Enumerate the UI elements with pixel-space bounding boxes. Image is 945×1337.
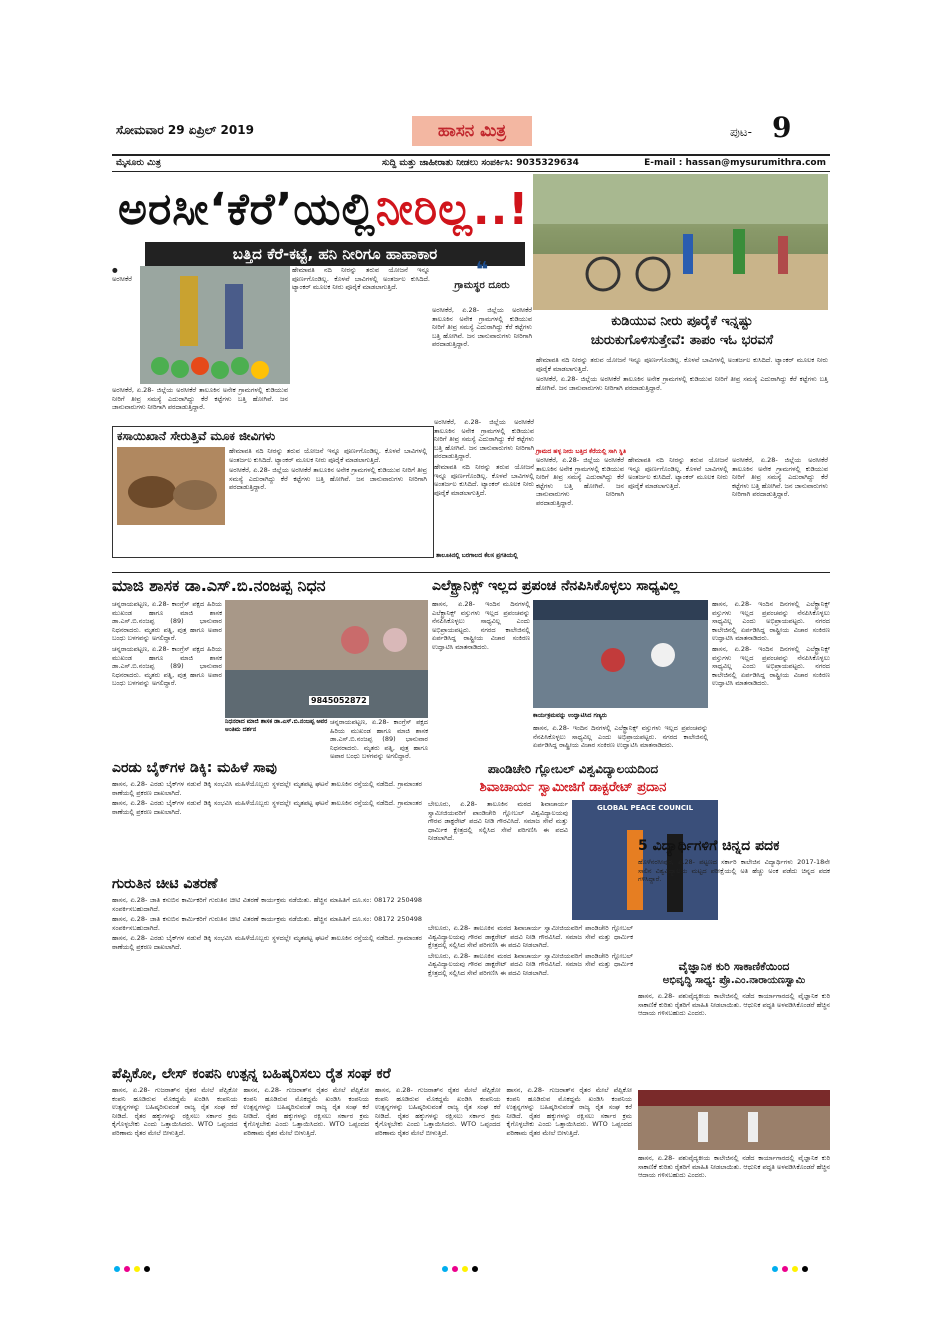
- electronics-text-2: ಹಾಸನ, ಏ.28- ಇಂದಿನ ದಿನಗಳಲ್ಲಿ ಎಲೆಕ್ಟ್ರಾನಿಕ್ಸ್ ವಸ್ತುಗಳು ಇಲ್ಲದ ಪ್ರಪಂಚವನ್ನು ನೆನಪಿಸಿಕೊಳ್ಳಲು ಸಾಧ್ಯವಿಲ್ಲ ಎಂದು ಅಭಿಪ್ರಾಯಪಟ್ಟರು. ನಗರದ ಕಾಲೇಜಿನಲ್ಲಿ ಏರ್ಪಡಿಸಿದ್ದ ರಾಷ್ಟ್ರೀಯ ವಿಚಾರ ಸಂಕಿರಣ ಉದ್ಘಾಟಿಸಿ ಮಾತನಾಡಿದರು.: [533, 724, 708, 750]
- villagers-illustration: [533, 174, 828, 310]
- mid-col-text: [434, 418, 534, 548]
- right-lead-text2: ಅರಸೀಕೆರೆ, ಏ.28- ಜಿಲ್ಲೆಯ ಅರಸೀಕೆರೆ ತಾಲೂಕಿನ ಅನೇಕ ಗ್ರಾಮಗಳಲ್ಲಿ ಕುಡಿಯುವ ನೀರಿಗೆ ತೀವ್ರ ಸಮಸ್ಯೆ ಎದುರಾಗಿದ್ದು ಕೆರೆ ಕಟ್ಟೆಗಳು ಬತ್ತಿ ಹೋಗಿವೆ. ಜನ ಜಾನುವಾರುಗಳು ನೀರಿಗಾಗಿ ಪರದಾಡುತ್ತಿದ್ದಾರೆ.: [536, 375, 828, 392]
- pepsi-text-2: ಹಾಸನ, ಏ.28- ಗುಜರಾತ್‌ನ ರೈತರ ಮೇಲೆ ಪೆಪ್ಸಿಕೋ ಕಂಪನಿ ಹೂಡಿರುವ ಮೊಕದ್ದಮೆ ಖಂಡಿಸಿ ಕಂಪನಿಯ ಉತ್ಪನ್ನಗಳನ್ನು ಬಹಿಷ್ಕರಿಸುವಂತೆ ರಾಜ್ಯ ರೈತ ಸಂಘ ಕರೆ ನೀಡಿದೆ. ರೈತರ ಹಕ್ಕುಗಳನ್ನು ರಕ್ಷಿಸಲು ಸರ್ಕಾರ ಕ್ರಮ ಕೈಗೊಳ್ಳಬೇಕು ಎಂದು ಒತ್ತಾಯಿಸಿದರು. WTO ಒಪ್ಪಂದದ ಪರಿಣಾಮ ರೈತರ ಮೇಲೆ ಬೀಳುತ್ತಿದೆ.: [243, 1086, 369, 1137]
- lead-body-col2: [292, 266, 430, 384]
- pondy-text-3: ಬೇಲೂರು, ಏ.28- ತಾಲೂಕಿನ ಮಠದ ಶಿವಾಚಾರ್ಯ ಸ್ವಾಮೀಜಿಯವರಿಗೆ ಪಾಂಡಿಚೇರಿ ಗ್ಲೋಬಲ್ ವಿಶ್ವವಿದ್ಯಾಲಯವು ಗೌರವ ಡಾಕ್ಟರೇಟ್ ಪದವಿ ನೀಡಿ ಗೌರವಿಸಿದೆ. ಸಮಾಜ ಸೇವೆ ಮತ್ತು ಧಾರ್ಮಿಕ ಕ್ಷೇತ್ರದಲ್ಲಿ ಸಲ್ಲಿಸಿದ ಸೇವೆ ಪರಿಗಣಿಸಿ ಈ ಪದವಿ ನೀಡಲಾಗಿದೆ.: [428, 951, 633, 977]
- quote-body: [432, 306, 532, 384]
- obit-text: ಚನ್ನರಾಯಪಟ್ಟಣ, ಏ.28- ಕಾಂಗ್ರೆಸ್ ಪಕ್ಷದ ಹಿರಿಯ ಮುಖಂಡ ಹಾಗೂ ಮಾಜಿ ಶಾಸಕ ಡಾ.ಎಸ್.ಬಿ.ನಂಜಪ್ಪ (89) ಭಾನುವಾರ ನಿಧನರಾದರು. ಮೃತರು ಪತ್ನಿ, ಪುತ್ರ ಹಾಗೂ ಅಪಾರ ಬಂಧು ಬಳಗವನ್ನು ಅಗಲಿದ್ದಾರೆ.: [112, 600, 222, 643]
- phone-sign: 9845052872: [311, 696, 367, 705]
- electronics-text: ಹಾಸನ, ಏ.28- ಇಂದಿನ ದಿನಗಳಲ್ಲಿ ಎಲೆಕ್ಟ್ರಾನಿಕ್ಸ್ ವಸ್ತುಗಳು ಇಲ್ಲದ ಪ್ರಪಂಚವನ್ನು ನೆನಪಿಸಿಕೊಳ್ಳಲು ಸಾಧ್ಯವಿಲ್ಲ ಎಂದು ಅಭಿಪ್ರಾಯಪಟ್ಟರು. ನಗರದ ಕಾಲೇಜಿನಲ್ಲಿ ಏರ್ಪಡಿಸಿದ್ದ ರಾಷ್ಟ್ರೀಯ ವಿಚಾರ ಸಂಕಿರಣ ಉದ್ಘಾಟಿಸಿ ಮಾತನಾಡಿದರು.: [432, 600, 530, 651]
- gold-headline: 5 ವಿದ್ಯಾರ್ಥಿಗಳಿಗೆ ಚಿನ್ನದ ಪದಕ: [638, 838, 780, 854]
- gold-text: ಹೊಳೆನರಸೀಪುರ, ಏ.28- ಪಟ್ಟಣದ ಸರ್ಕಾರಿ ಕಾಲೇಜಿನ ವಿದ್ಯಾರ್ಥಿಗಳು 2017-18ನೇ ಸಾಲಿನ ವಿಶ್ವವಿದ್ಯಾಲಯ ಮಟ್ಟದ ಪರೀಕ್ಷೆಯಲ್ಲಿ ಅತಿ ಹೆಚ್ಚು ಅಂಕ ಪಡೆದು ಚಿನ್ನದ ಪದಕ ಗಳಿಸಿದ್ದಾರೆ.: [638, 858, 830, 884]
- cattle-text2: ಅರಸೀಕೆರೆ, ಏ.28- ಜಿಲ್ಲೆಯ ಅರಸೀಕೆರೆ ತಾಲೂಕಿನ ಅನೇಕ ಗ್ರಾಮಗಳಲ್ಲಿ ಕುಡಿಯುವ ನೀರಿಗೆ ತೀವ್ರ ಸಮಸ್ಯೆ ಎದುರಾಗಿದ್ದು ಕೆರೆ ಕಟ್ಟೆಗಳು ಬತ್ತಿ ಹೋಗಿವೆ. ಜನ ಜಾನುವಾರುಗಳು ನೀರಿಗಾಗಿ ಪರದಾಡುತ್ತಿದ್ದಾರೆ.: [229, 466, 427, 492]
- id-headline: ಗುರುತಿನ ಚೀಟಿ ವಿತರಣೆ: [112, 876, 218, 892]
- pondy-text: ಬೇಲೂರು, ಏ.28- ತಾಲೂಕಿನ ಮಠದ ಶಿವಾಚಾರ್ಯ ಸ್ವಾಮೀಜಿಯವರಿಗೆ ಪಾಂಡಿಚೇರಿ ಗ್ಲೋಬಲ್ ವಿಶ್ವವಿದ್ಯಾಲಯವು ಗೌರವ ಡಾಕ್ಟರೇಟ್ ಪದವಿ ನೀಡಿ ಗೌರವಿಸಿದೆ. ಸಮಾಜ ಸೇವೆ ಮತ್ತು ಧಾರ್ಮಿಕ ಕ್ಷೇತ್ರದಲ್ಲಿ ಸಲ್ಲಿಸಿದ ಸೇವೆ ಪರಿಗಣಿಸಿ ಈ ಪದವಿ ನೀಡಲಾಗಿದೆ.: [428, 800, 568, 843]
- pepsi-headline: ಪೆಪ್ಸಿಕೋ, ಲೇಸ್ ಕಂಪನಿ ಉತ್ಪನ್ನ ಬಹಿಷ್ಕರಿಸಲು ರೈತ ಸಂಘ ಕರೆ: [112, 1066, 391, 1082]
- lead-body1: ಅರಸೀಕೆರೆ, ಏ.28- ಜಿಲ್ಲೆಯ ಅರಸೀಕೆರೆ ತಾಲೂಕಿನ ಅನೇಕ ಗ್ರಾಮಗಳಲ್ಲಿ ಕುಡಿಯುವ ನೀರಿಗೆ ತೀವ್ರ ಸಮಸ್ಯೆ ಎದುರಾಗಿದ್ದು ಕೆರೆ ಕಟ್ಟೆಗಳು ಬತ್ತಿ ಹೋಗಿವೆ. ಜನ ಜಾನುವಾರುಗಳು ನೀರಿಗಾಗಿ ಪರದಾಡುತ್ತಿದ್ದಾರೆ.: [112, 386, 288, 412]
- sci-headline-1: ವೈಜ್ಞಾನಿಕ ಕುರಿ ಸಾಕಾಣಿಕೆಯಿಂದ: [678, 960, 790, 973]
- right-col-a-text: ಅರಸೀಕೆರೆ, ಏ.28- ಜಿಲ್ಲೆಯ ಅರಸೀಕೆರೆ ತಾಲೂಕಿನ ಅನೇಕ ಗ್ರಾಮಗಳಲ್ಲಿ ಕುಡಿಯುವ ನೀರಿಗೆ ತೀವ್ರ ಸಮಸ್ಯೆ ಎದುರಾಗಿದ್ದು ಕೆರೆ ಕಟ್ಟೆಗಳು ಬತ್ತಿ ಹೋಗಿವೆ. ಜನ ಜಾನುವಾರುಗಳು ನೀರಿಗಾಗಿ ಪರದಾಡುತ್ತಿದ್ದಾರೆ.: [536, 456, 624, 507]
- obit-text-right: ಚನ್ನರಾಯಪಟ್ಟಣ, ಏ.28- ಕಾಂಗ್ರೆಸ್ ಪಕ್ಷದ ಹಿರಿಯ ಮುಖಂಡ ಹಾಗೂ ಮಾಜಿ ಶಾಸಕ ಡಾ.ಎಸ್.ಬಿ.ನಂಜಪ್ಪ (89) ಭಾನುವಾರ ನಿಧನರಾದರು. ಮೃತರು ಪತ್ನಿ, ಪುತ್ರ ಹಾಗೂ ಅಪಾರ ಬಂಧು ಬಳಗವನ್ನು ಅಗಲಿದ್ದಾರೆ.: [330, 718, 428, 761]
- electronics-text-4: ಹಾಸನ, ಏ.28- ಇಂದಿನ ದಿನಗಳಲ್ಲಿ ಎಲೆಕ್ಟ್ರಾನಿಕ್ಸ್ ವಸ್ತುಗಳು ಇಲ್ಲದ ಪ್ರಪಂಚವನ್ನು ನೆನಪಿಸಿಕೊಳ್ಳಲು ಸಾಧ್ಯವಿಲ್ಲ ಎಂದು ಅಭಿಪ್ರಾಯಪಟ್ಟರು. ನಗರದ ಕಾಲೇಜಿನಲ್ಲಿ ಏರ್ಪಡಿಸಿದ್ದ ರಾಷ್ಟ್ರೀಯ ವಿಚಾರ ಸಂಕಿರಣ ಉದ್ಘಾಟಿಸಿ ಮಾತನಾಡಿದರು.: [712, 644, 830, 688]
- page-number: 9: [772, 111, 792, 144]
- id-text: ಹಾಸನ, ಏ.28- ಜಾತಿ ಕಸುಬಿನ ಕಾರ್ಮಿಕರಿಗೆ ಗುರುತಿನ ಚೀಟಿ ವಿತರಣೆ ಕಾರ್ಯಕ್ರಮ ನಡೆಯಿತು. ಹೆಚ್ಚಿನ ಮಾಹಿತಿಗೆ ದೂ.ಸಂ: 08172 250498 ಸಂಪರ್ಕಿಸಬಹುದಾಗಿದೆ.: [112, 896, 422, 913]
- email-text: E-mail : hassan@mysurumithra.com: [644, 158, 826, 168]
- pondy-text-2: ಬೇಲೂರು, ಏ.28- ತಾಲೂಕಿನ ಮಠದ ಶಿವಾಚಾರ್ಯ ಸ್ವಾಮೀಜಿಯವರಿಗೆ ಪಾಂಡಿಚೇರಿ ಗ್ಲೋಬಲ್ ವಿಶ್ವವಿದ್ಯಾಲಯವು ಗೌರವ ಡಾಕ್ಟರೇಟ್ ಪದವಿ ನೀಡಿ ಗೌರವಿಸಿದೆ. ಸಮಾಜ ಸೇವೆ ಮತ್ತು ಧಾರ್ಮಿಕ ಕ್ಷೇತ್ರದಲ್ಲಿ ಸಲ್ಲಿಸಿದ ಸೇವೆ ಪರಿಗಣಿಸಿ ಈ ಪದವಿ ನೀಡಲಾಗಿದೆ.: [428, 924, 633, 950]
- right-lead-text: ಹೇಮಾವತಿ ನದಿ ನೀರನ್ನು ತರುವ ಯೋಜನೆ ಇನ್ನೂ ಪೂರ್ಣಗೊಂಡಿಲ್ಲ. ಕೊಳವೆ ಬಾವಿಗಳಲ್ಲಿ ಅಂತರ್ಜಲ ಕುಸಿದಿದೆ. ಟ್ಯಾಂಕರ್ ಮೂಲಕ ನೀರು ಪೂರೈಕೆ ಮಾಡಲಾಗುತ್ತಿದೆ.: [536, 356, 828, 373]
- mid-col-p1: ಅರಸೀಕೆರೆ, ಏ.28- ಜಿಲ್ಲೆಯ ಅರಸೀಕೆರೆ ತಾಲೂಕಿನ ಅನೇಕ ಗ್ರಾಮಗಳಲ್ಲಿ ಕುಡಿಯುವ ನೀರಿಗೆ ತೀವ್ರ ಸಮಸ್ಯೆ ಎದುರಾಗಿದ್ದು ಕೆರೆ ಕಟ್ಟೆಗಳು ಬತ್ತಿ ಹೋಗಿವೆ. ಜನ ಜಾನುವಾರುಗಳು ನೀರಿಗಾಗಿ ಪರದಾಡುತ್ತಿದ್ದಾರೆ.: [434, 418, 534, 461]
- cattle-story-box: [112, 426, 434, 558]
- cattle-body: [229, 447, 427, 553]
- right-subhead-line2: ಚುರುಕುಗೊಳಿಸುತ್ತೇವೆ: ತಾಪಂ ಇಓ ಭರವಸೆ: [590, 333, 774, 348]
- electronics-photo: [533, 600, 708, 708]
- lead-photo-villagers: [533, 174, 828, 310]
- quote-text: ಅರಸೀಕೆರೆ, ಏ.28- ಜಿಲ್ಲೆಯ ಅರಸೀಕೆರೆ ತಾಲೂಕಿನ ಅನೇಕ ಗ್ರಾಮಗಳಲ್ಲಿ ಕುಡಿಯುವ ನೀರಿಗೆ ತೀವ್ರ ಸಮಸ್ಯೆ ಎದುರಾಗಿದ್ದು ಕೆರೆ ಕಟ್ಟೆಗಳು ಬತ್ತಿ ಹೋಗಿವೆ. ಜನ ಜಾನುವಾರುಗಳು ನೀರಿಗಾಗಿ ಪರದಾಡುತ್ತಿದ್ದಾರೆ.: [432, 306, 532, 349]
- pondy-body: [428, 800, 568, 922]
- pull-caption-2: ತಾಲೂಕಿನಲ್ಲಿ ಬರಗಾಲದ ಕೆಲಸ ಪ್ರಗತಿಯಲ್ಲಿ: [436, 552, 518, 559]
- right-col-a: [536, 456, 624, 556]
- quote-box: [432, 258, 532, 306]
- sci-body-2: [638, 1154, 830, 1258]
- masthead-rule: [112, 154, 830, 156]
- sci-headline-2: ಅಭಿವೃದ್ಧಿ ಸಾಧ್ಯ: ಪ್ರೊ.ಎಂ.ನಾರಾಯಣಸ್ವಾಮಿ: [662, 975, 806, 986]
- headline-red: ನೀರಿಲ್ಲ..!: [375, 184, 530, 235]
- contact-text: ಸುದ್ದಿ ಮತ್ತು ಜಾಹೀರಾತು ನೀಡಲು ಸಂಪರ್ಕಿಸಿ: 9035329634: [382, 158, 579, 168]
- sci-photo: [638, 1090, 830, 1150]
- paper-name: ಹಾಸನ ಮಿತ್ರ: [412, 116, 532, 146]
- banner-text: GLOBAL PEACE COUNCIL: [596, 804, 694, 812]
- cattle-photo: [117, 447, 225, 525]
- bike-body: [112, 780, 422, 864]
- pull-caption: ಗ್ರಾಮದ ಹಳ್ಳ ನೀರು ಬತ್ತಿದ ಕೆರೆಯಲ್ಲಿ ಸಾಗಿ ಸ್ಥಿತಿ: [536, 448, 626, 455]
- lead-byline: ● ಅರಸೀಕೆರೆ: [112, 266, 132, 283]
- sci-text-2: ಹಾಸನ, ಏ.28- ಪಶುವೈದ್ಯಕೀಯ ಕಾಲೇಜಿನಲ್ಲಿ ನಡೆದ ಕಾರ್ಯಾಗಾರದಲ್ಲಿ ವೈಜ್ಞಾನಿಕ ಕುರಿ ಸಾಕಾಣಿಕೆ ಕುರಿತು ರೈತರಿಗೆ ಮಾಹಿತಿ ನೀಡಲಾಯಿತು. ಆಧುನಿಕ ಪದ್ಧತಿ ಅಳವಡಿಸಿಕೊಂಡರೆ ಹೆಚ್ಚಿನ ಆದಾಯ ಗಳಿಸಬಹುದು ಎಂದರು.: [638, 1154, 830, 1180]
- quote-mark-icon: ❝: [475, 258, 489, 283]
- obit-headline: ಮಾಜಿ ಶಾಸಕ ಡಾ.ಎಸ್.ಬಿ.ನಂಜಪ್ಪ ನಿಧನ: [112, 576, 326, 595]
- pepsi-text-3: ಹಾಸನ, ಏ.28- ಗುಜರಾತ್‌ನ ರೈತರ ಮೇಲೆ ಪೆಪ್ಸಿಕೋ ಕಂಪನಿ ಹೂಡಿರುವ ಮೊಕದ್ದಮೆ ಖಂಡಿಸಿ ಕಂಪನಿಯ ಉತ್ಪನ್ನಗಳನ್ನು ಬಹಿಷ್ಕರಿಸುವಂತೆ ರಾಜ್ಯ ರೈತ ಸಂಘ ಕರೆ ನೀಡಿದೆ. ರೈತರ ಹಕ್ಕುಗಳನ್ನು ರಕ್ಷಿಸಲು ಸರ್ಕಾರ ಕ್ರಮ ಕೈಗೊಳ್ಳಬೇಕು ಎಂದು ಒತ್ತಾಯಿಸಿದರು. WTO ಒಪ್ಪಂದದ ಪರಿಣಾಮ ರೈತರ ಮೇಲೆ ಬೀಳುತ್ತಿದೆ.: [375, 1086, 501, 1137]
- obit-text-2: ಚನ್ನರಾಯಪಟ್ಟಣ, ಏ.28- ಕಾಂಗ್ರೆಸ್ ಪಕ್ಷದ ಹಿರಿಯ ಮುಖಂಡ ಹಾಗೂ ಮಾಜಿ ಶಾಸಕ ಡಾ.ಎಸ್.ಬಿ.ನಂಜಪ್ಪ (89) ಭಾನುವಾರ ನಿಧನರಾದರು. ಮೃತರು ಪತ್ನಿ, ಪುತ್ರ ಹಾಗೂ ಅಪಾರ ಬಂಧು ಬಳಗವನ್ನು ಅಗಲಿದ್ದಾರೆ.: [112, 644, 222, 688]
- right-col-b: [628, 456, 728, 556]
- quote-label: ಗ್ರಾಮಸ್ಥರ ದೂರು: [454, 280, 510, 291]
- subbar-rule: [112, 171, 830, 172]
- obit-photo: [225, 600, 428, 718]
- electronics-body: [432, 600, 530, 750]
- bike-text-2: ಹಾಸನ, ಏ.28- ಎರಡು ಬೈಕ್‌ಗಳ ನಡುವೆ ಡಿಕ್ಕಿ ಸಂಭವಿಸಿ ಮಹಿಳೆಯೊಬ್ಬರು ಸ್ಥಳದಲ್ಲೇ ಮೃತಪಟ್ಟ ಘಟನೆ ತಾಲೂಕಿನ ರಸ್ತೆಯಲ್ಲಿ ನಡೆದಿದೆ. ಗ್ರಾಮಾಂತರ ಠಾಣೆಯಲ್ಲಿ ಪ್ರಕರಣ ದಾಖಲಾಗಿದೆ.: [112, 799, 422, 816]
- lead-headline: [118, 176, 528, 244]
- electronics-text-3: ಹಾಸನ, ಏ.28- ಇಂದಿನ ದಿನಗಳಲ್ಲಿ ಎಲೆಕ್ಟ್ರಾನಿಕ್ಸ್ ವಸ್ತುಗಳು ಇಲ್ಲದ ಪ್ರಪಂಚವನ್ನು ನೆನಪಿಸಿಕೊಳ್ಳಲು ಸಾಧ್ಯವಿಲ್ಲ ಎಂದು ಅಭಿಪ್ರಾಯಪಟ್ಟರು. ನಗರದ ಕಾಲೇಜಿನಲ್ಲಿ ಏರ್ಪಡಿಸಿದ್ದ ರಾಷ್ಟ್ರೀಯ ವಿಚಾರ ಸಂಕಿರಣ ಉದ್ಘಾಟಿಸಿ ಮಾತನಾಡಿದರು.: [712, 600, 830, 643]
- issue-date: ಸೋಮವಾರ 29 ಏಪ್ರಿಲ್ 2019: [116, 123, 254, 137]
- bike-headline: ಎರಡು ಬೈಕ್‌ಗಳ ಡಿಕ್ಕಿ: ಮಹಿಳೆ ಸಾವು: [112, 760, 277, 776]
- right-col-b-text: ಹೇಮಾವತಿ ನದಿ ನೀರನ್ನು ತರುವ ಯೋಜನೆ ಇನ್ನೂ ಪೂರ್ಣಗೊಂಡಿಲ್ಲ. ಕೊಳವೆ ಬಾವಿಗಳಲ್ಲಿ ಅಂತರ್ಜಲ ಕುಸಿದಿದೆ. ಟ್ಯಾಂಕರ್ ಮೂಲಕ ನೀರು ಪೂರೈಕೆ ಮಾಡಲಾಗುತ್ತಿದೆ.: [628, 456, 728, 490]
- sci-body: [638, 992, 830, 1090]
- pondy-headline-1: ಪಾಂಡಿಚೇರಿ ಗ್ಲೋಬಲ್ ವಿಶ್ವವಿದ್ಯಾಲಯದಿಂದ: [487, 762, 659, 776]
- lead-photo-women: [140, 266, 290, 384]
- masthead: [112, 113, 830, 155]
- obit-body-right: [330, 718, 428, 761]
- color-registration-dots-right: [770, 1264, 830, 1274]
- right-subhead: [536, 312, 828, 352]
- contact-bar: [112, 158, 830, 172]
- lead-body-col1: [112, 386, 288, 426]
- lead-byline-col: [112, 266, 138, 384]
- page-label: ಪುಟ-: [730, 125, 752, 139]
- right-subhead-line1: ಕುಡಿಯುವ ನೀರು ಪೂರೈಕೆ ಇನ್ನಷ್ಟು: [611, 314, 753, 329]
- obit-body: [112, 600, 222, 750]
- pondy-headline-2: ಶಿವಾಚಾರ್ಯ ಸ್ವಾಮೀಜಿಗೆ ಡಾಕ್ಟರೇಟ್ ಪ್ರದಾನ: [479, 780, 667, 795]
- sci-text: ಹಾಸನ, ಏ.28- ಪಶುವೈದ್ಯಕೀಯ ಕಾಲೇಜಿನಲ್ಲಿ ನಡೆದ ಕಾರ್ಯಾಗಾರದಲ್ಲಿ ವೈಜ್ಞಾನಿಕ ಕುರಿ ಸಾಕಾಣಿಕೆ ಕುರಿತು ರೈತರಿಗೆ ಮಾಹಿತಿ ನೀಡಲಾಯಿತು. ಆಧುನಿಕ ಪದ್ಧತಿ ಅಳವಡಿಸಿಕೊಂಡರೆ ಹೆಚ್ಚಿನ ಆದಾಯ ಗಳಿಸಬಹುದು ಎಂದರು.: [638, 992, 830, 1018]
- right-col-c: [732, 456, 828, 556]
- color-registration-dots-center: [440, 1264, 500, 1274]
- section-rule-1: [112, 572, 830, 573]
- pepsi-body: [112, 1086, 632, 1258]
- cattle-headline: ಕಸಾಯಿಖಾನೆ ಸೇರುತ್ತಿವೆ ಮೂಕ ಜೀವಿಗಳು: [117, 429, 276, 443]
- obit-caption: ನಿಧನರಾದ ಮಾಜಿ ಶಾಸಕ ಡಾ.ಎಸ್.ಬಿ.ನಂಜಪ್ಪ ಅವರ ಅಂತಿಮ ದರ್ಶನ: [225, 718, 328, 733]
- electronics-body-3: [712, 600, 830, 834]
- lead-body2: ಹೇಮಾವತಿ ನದಿ ನೀರನ್ನು ತರುವ ಯೋಜನೆ ಇನ್ನೂ ಪೂರ್ಣಗೊಂಡಿಲ್ಲ. ಕೊಳವೆ ಬಾವಿಗಳಲ್ಲಿ ಅಂತರ್ಜಲ ಕುಸಿದಿದೆ. ಟ್ಯಾಂಕರ್ ಮೂಲಕ ನೀರು ಪೂರೈಕೆ ಮಾಡಲಾಗುತ್ತಿದೆ.: [292, 266, 430, 292]
- sister-paper: ಮೈಸೂರು ಮಿತ್ರ: [116, 158, 161, 168]
- id-text-2: ಹಾಸನ, ಏ.28- ಜಾತಿ ಕಸುಬಿನ ಕಾರ್ಮಿಕರಿಗೆ ಗುರುತಿನ ಚೀಟಿ ವಿತರಣೆ ಕಾರ್ಯಕ್ರಮ ನಡೆಯಿತು. ಹೆಚ್ಚಿನ ಮಾಹಿತಿಗೆ ದೂ.ಸಂ: 08172 250498 ಸಂಪರ್ಕಿಸಬಹುದಾಗಿದೆ.: [112, 915, 422, 932]
- lead-subhead: ಬತ್ತಿದ ಕೆರೆ-ಕಟ್ಟೆ, ಹನಿ ನೀರಿಗೂ ಹಾಹಾಕಾರ: [145, 242, 525, 266]
- color-registration-dots-left: [112, 1264, 172, 1274]
- headline-black: ಅರಸೀ‘ಕೆರೆ’ಯಲ್ಲಿ: [118, 184, 376, 235]
- gold-body: [638, 858, 830, 956]
- pondy-body-2: [428, 924, 633, 1064]
- pepsi-text: ಹಾಸನ, ಏ.28- ಗುಜರಾತ್‌ನ ರೈತರ ಮೇಲೆ ಪೆಪ್ಸಿಕೋ ಕಂಪನಿ ಹೂಡಿರುವ ಮೊಕದ್ದಮೆ ಖಂಡಿಸಿ ಕಂಪನಿಯ ಉತ್ಪನ್ನಗಳನ್ನು ಬಹಿಷ್ಕರಿಸುವಂತೆ ರಾಜ್ಯ ರೈತ ಸಂಘ ಕರೆ ನೀಡಿದೆ. ರೈತರ ಹಕ್ಕುಗಳನ್ನು ರಕ್ಷಿಸಲು ಸರ್ಕಾರ ಕ್ರಮ ಕೈಗೊಳ್ಳಬೇಕು ಎಂದು ಒತ್ತಾಯಿಸಿದರು. WTO ಒಪ್ಪಂದದ ಪರಿಣಾಮ ರೈತರ ಮೇಲೆ ಬೀಳುತ್ತಿದೆ.: [112, 1086, 238, 1137]
- mid-col-p2: ಹೇಮಾವತಿ ನದಿ ನೀರನ್ನು ತರುವ ಯೋಜನೆ ಇನ್ನೂ ಪೂರ್ಣಗೊಂಡಿಲ್ಲ. ಕೊಳವೆ ಬಾವಿಗಳಲ್ಲಿ ಅಂತರ್ಜಲ ಕುಸಿದಿದೆ. ಟ್ಯಾಂಕರ್ ಮೂಲಕ ನೀರು ಪೂರೈಕೆ ಮಾಡಲಾಗುತ್ತಿದೆ.: [434, 462, 534, 497]
- pepsi-text-4: ಹಾಸನ, ಏ.28- ಗುಜರಾತ್‌ನ ರೈತರ ಮೇಲೆ ಪೆಪ್ಸಿಕೋ ಕಂಪನಿ ಹೂಡಿರುವ ಮೊಕದ್ದಮೆ ಖಂಡಿಸಿ ಕಂಪನಿಯ ಉತ್ಪನ್ನಗಳನ್ನು ಬಹಿಷ್ಕರಿಸುವಂತೆ ರಾಜ್ಯ ರೈತ ಸಂಘ ಕರೆ ನೀಡಿದೆ. ರೈತರ ಹಕ್ಕುಗಳನ್ನು ರಕ್ಷಿಸಲು ಸರ್ಕಾರ ಕ್ರಮ ಕೈಗೊಳ್ಳಬೇಕು ಎಂದು ಒತ್ತಾಯಿಸಿದರು. WTO ಒಪ್ಪಂದದ ಪರಿಣಾಮ ರೈತರ ಮೇಲೆ ಬೀಳುತ್ತಿದೆ.: [506, 1086, 632, 1137]
- right-lead-body: [536, 356, 828, 452]
- electronics-caption: ಕಾರ್ಯಕ್ರಮವನ್ನು ಉದ್ಘಾಟಿಸಿದ ಗಣ್ಯರು: [533, 712, 607, 719]
- bike-text: ಹಾಸನ, ಏ.28- ಎರಡು ಬೈಕ್‌ಗಳ ನಡುವೆ ಡಿಕ್ಕಿ ಸಂಭವಿಸಿ ಮಹಿಳೆಯೊಬ್ಬರು ಸ್ಥಳದಲ್ಲೇ ಮೃತಪಟ್ಟ ಘಟನೆ ತಾಲೂಕಿನ ರಸ್ತೆಯಲ್ಲಿ ನಡೆದಿದೆ. ಗ್ರಾಮಾಂತರ ಠಾಣೆಯಲ್ಲಿ ಪ್ರಕರಣ ದಾಖಲಾಗಿದೆ.: [112, 780, 422, 797]
- id-body: [112, 896, 422, 1060]
- right-col-c-text: ಅರಸೀಕೆರೆ, ಏ.28- ಜಿಲ್ಲೆಯ ಅರಸೀಕೆರೆ ತಾಲೂಕಿನ ಅನೇಕ ಗ್ರಾಮಗಳಲ್ಲಿ ಕುಡಿಯುವ ನೀರಿಗೆ ತೀವ್ರ ಸಮಸ್ಯೆ ಎದುರಾಗಿದ್ದು ಕೆರೆ ಕಟ್ಟೆಗಳು ಬತ್ತಿ ಹೋಗಿವೆ. ಜನ ಜಾನುವಾರುಗಳು ನೀರಿಗಾಗಿ ಪರದಾಡುತ್ತಿದ್ದಾರೆ.: [732, 456, 828, 499]
- right-lower-cols: [536, 456, 828, 556]
- electronics-headline: ಎಲೆಕ್ಟ್ರಾನಿಕ್ಸ್ ಇಲ್ಲದ ಪ್ರಪಂಚ ನೆನಪಿಸಿಕೊಳ್ಳಲು ಸಾಧ್ಯವಿಲ್ಲ: [432, 578, 680, 594]
- id-text-3: ಹಾಸನ, ಏ.28- ಎರಡು ಬೈಕ್‌ಗಳ ನಡುವೆ ಡಿಕ್ಕಿ ಸಂಭವಿಸಿ ಮಹಿಳೆಯೊಬ್ಬರು ಸ್ಥಳದಲ್ಲೇ ಮೃತಪಟ್ಟ ಘಟನೆ ತಾಲೂಕಿನ ರಸ್ತೆಯಲ್ಲಿ ನಡೆದಿದೆ. ಗ್ರಾಮಾಂತರ ಠಾಣೆಯಲ್ಲಿ ಪ್ರಕರಣ ದಾಖಲಾಗಿದೆ.: [112, 934, 422, 951]
- cattle-text: ಹೇಮಾವತಿ ನದಿ ನೀರನ್ನು ತರುವ ಯೋಜನೆ ಇನ್ನೂ ಪೂರ್ಣಗೊಂಡಿಲ್ಲ. ಕೊಳವೆ ಬಾವಿಗಳಲ್ಲಿ ಅಂತರ್ಜಲ ಕುಸಿದಿದೆ. ಟ್ಯಾಂಕರ್ ಮೂಲಕ ನೀರು ಪೂರೈಕೆ ಮಾಡಲಾಗುತ್ತಿದೆ.: [229, 447, 427, 464]
